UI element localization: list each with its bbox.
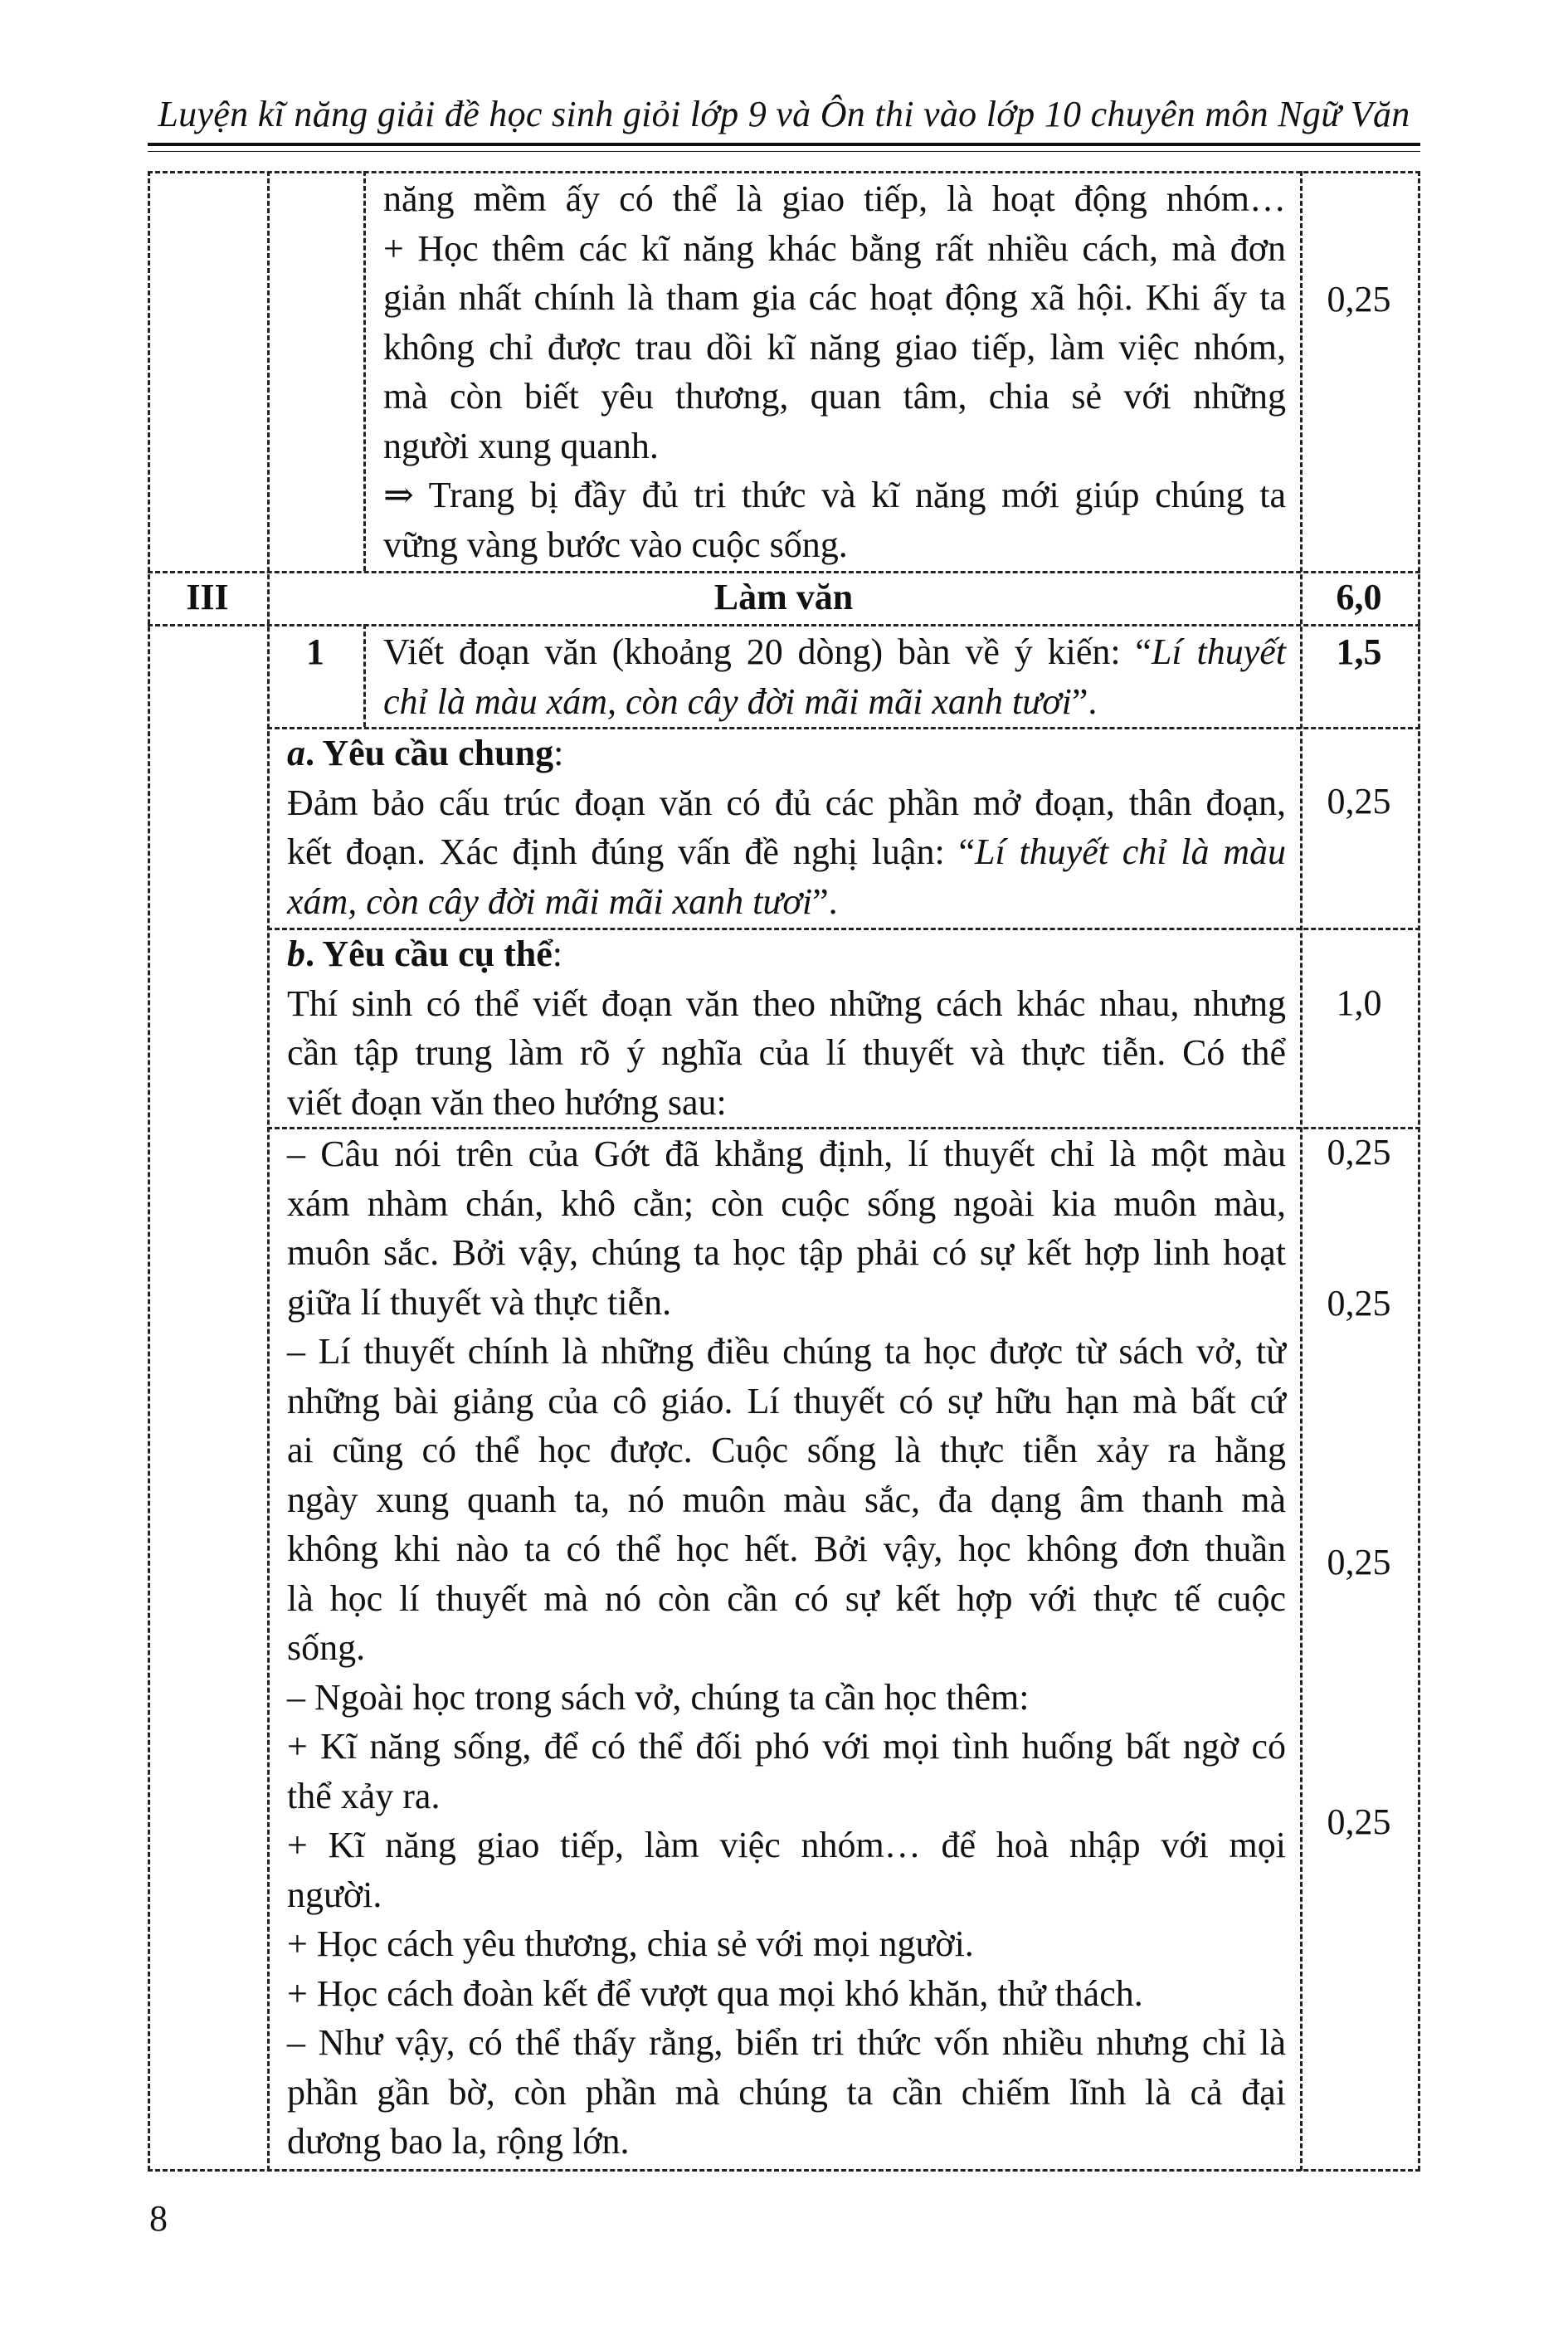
body-text <box>287 1129 1286 2167</box>
text-line <box>383 677 1286 727</box>
text-line: + Học thêm các kĩ năng khác bằng rất nhiều cách, mà đơn <box>383 227 1286 269</box>
text-line: muôn sắc. Bởi vậy, chúng ta học tập phải có sự kết hợp linh hoạt <box>287 1232 1286 1273</box>
text-line: Thí sinh có thể viết đoạn văn theo những cách khác nhau, nhưng <box>287 982 1286 1024</box>
text-line: – Như vậy, có thể thấy rằng, biển tri thức vốn nhiều nhưng chỉ là <box>287 2022 1286 2063</box>
text-line <box>287 877 1286 927</box>
specific-label <box>287 929 1286 979</box>
text-line: – Câu nói trên của Gớt đã khẳng định, lí thuyết chỉ là một màu <box>287 1133 1286 1174</box>
header-rule <box>148 143 1420 146</box>
question-prefix: Viết đoạn văn (khoảng 20 dòng) bàn về ý kiến: “ <box>383 631 1152 672</box>
general-label <box>287 729 1286 778</box>
text-line: dương bao la, rộng lớn. <box>287 2121 630 2162</box>
text-line: sống. <box>287 1627 366 1668</box>
score-specific: 1,0 <box>1336 982 1382 1023</box>
text-line: viết đoạn văn theo hướng sau: <box>287 1081 727 1123</box>
top-block-text <box>383 174 1286 569</box>
text-line: mà còn biết yêu thương, quan tâm, chia sẻ với những <box>383 376 1286 417</box>
label-colon: : <box>553 733 564 773</box>
question-text <box>383 627 1286 726</box>
text-line: phần gần bờ, còn phần mà chúng ta cần chiếm lĩnh là cả đại <box>287 2071 1286 2113</box>
text-line: ngày xung quanh ta, nó muôn màu sắc, đa dạng âm thanh mà <box>287 1479 1286 1520</box>
general-quote: xám, còn cây đời mãi mãi xanh tươi <box>287 880 813 922</box>
label-letter: a <box>287 733 305 773</box>
score-body-4: 0,25 <box>1327 1801 1391 1842</box>
text-line <box>383 627 1286 677</box>
text-line: giản nhất chính là tham gia các hoạt động xã hội. Khi ấy ta <box>383 277 1286 318</box>
text-line: + Kĩ năng giao tiếp, làm việc nhóm… để hoà nhập với mọi <box>287 1825 1286 1865</box>
question-suffix: ”. <box>1071 680 1098 722</box>
text-line: người xung quanh. <box>383 425 659 466</box>
text-line: – Lí thuyết chính là những điều chúng ta học được từ sách vở, từ <box>287 1331 1286 1372</box>
general-requirements <box>287 729 1286 926</box>
text-line: + Kĩ năng sống, để có thể đối phó với mọi tình huống bất ngờ có <box>287 1726 1286 1767</box>
score-body-2: 0,25 <box>1327 1283 1391 1324</box>
score-top-block: 0,25 <box>1327 279 1391 319</box>
text-line: giữa lí thuyết và thực tiễn. <box>287 1281 672 1323</box>
section-title: Làm văn <box>713 577 854 617</box>
text-line: là học lí thuyết mà nó còn cần có sự kết hợp với thực tế cuộc <box>287 1577 1286 1619</box>
section-roman: III <box>186 577 229 617</box>
question-quote: chỉ là màu xám, còn cây đời mãi mãi xanh tươi <box>383 680 1072 722</box>
text-line: người. <box>287 1874 382 1915</box>
general-suffix: ”. <box>812 880 838 922</box>
text-line: + Học cách yêu thương, chia sẻ với mọi người. <box>287 1923 974 1964</box>
score-general: 0,25 <box>1327 781 1391 821</box>
header-rule-thin <box>148 151 1420 152</box>
text-line: không chỉ được trau dồi kĩ năng giao tiếp, làm việc nhóm, <box>383 326 1286 368</box>
text-line: xám nhàm chán, khô cằn; còn cuộc sống ngoài kia muôn màu, <box>287 1182 1286 1224</box>
label-letter: b <box>287 934 305 974</box>
text-line: những bài giảng của cô giáo. Lí thuyết có sự hữu hạn mà bất cứ <box>287 1380 1286 1421</box>
text-line: cần tập trung làm rõ ý nghĩa của lí thuyết và thực tiễn. Có thể <box>287 1032 1286 1073</box>
label-text: . Yêu cầu cụ thể <box>305 934 553 974</box>
section-score: 6,0 <box>1336 577 1382 617</box>
score-body-3: 0,25 <box>1327 1542 1391 1582</box>
question-score: 1,5 <box>1336 631 1382 672</box>
text-line: thể xảy ra. <box>287 1775 441 1816</box>
general-prefix: kết đoạn. Xác định đúng vấn đề nghị luận: “ <box>287 831 975 872</box>
label-colon: : <box>552 934 563 974</box>
text-line: ai cũng có thể học được. Cuộc sống là thực tiễn xảy ra hằng <box>287 1430 1286 1470</box>
text-line: không khi nào ta có thể học hết. Bởi vậy, học không đơn thuần <box>287 1528 1286 1569</box>
text-line: vững vàng bước vào cuộc sống. <box>383 524 848 565</box>
page-number: 8 <box>149 2198 168 2239</box>
text-line <box>287 827 1286 877</box>
question-number: 1 <box>306 631 324 672</box>
text-line: ⇒ Trang bị đầy đủ tri thức và kĩ năng mới giúp chúng ta <box>383 475 1286 515</box>
specific-requirements <box>287 929 1286 1127</box>
running-header: Luyện kĩ năng giải đề học sinh giỏi lớp 9 và Ôn thi vào lớp 10 chuyên môn Ngữ Văn <box>158 94 1410 134</box>
text-line: Đảm bảo cấu trúc đoạn văn có đủ các phần mở đoạn, thân đoạn, <box>287 782 1286 823</box>
text-line: + Học cách đoàn kết để vượt qua mọi khó khăn, thử thách. <box>287 1972 1143 2014</box>
label-text: . Yêu cầu chung <box>305 733 554 773</box>
score-body-1: 0,25 <box>1327 1132 1391 1172</box>
text-line: – Ngoài học trong sách vở, chúng ta cần học thêm: <box>287 1676 1030 1718</box>
question-quote: Lí thuyết <box>1151 631 1286 672</box>
general-quote: Lí thuyết chỉ là màu <box>974 831 1286 872</box>
text-line: năng mềm ấy có thể là giao tiếp, là hoạt động nhóm… <box>383 178 1286 219</box>
